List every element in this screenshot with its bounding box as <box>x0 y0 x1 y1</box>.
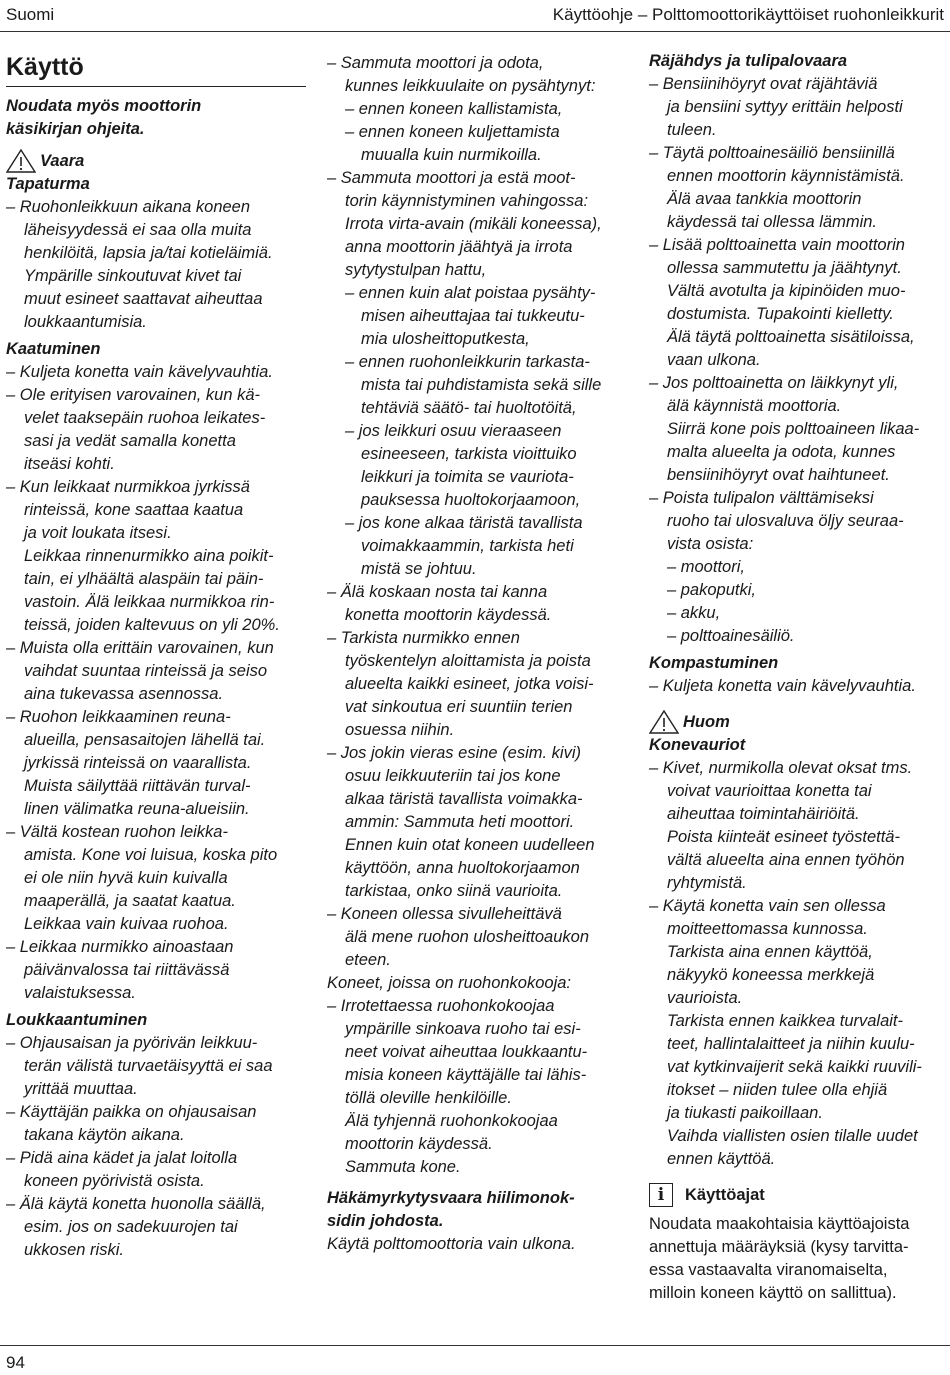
text-line: Tarkista aina ennen käyttöä, <box>667 943 873 961</box>
text-line: voimakkaammin, tarkista heti <box>361 537 574 555</box>
text-line: misen aiheuttajaa tai tukkeutu- <box>361 307 585 325</box>
text-line: – Ruohonleikkuun aikana koneen <box>6 198 251 216</box>
text-line: – Sammuta moottori ja odota, <box>327 54 544 72</box>
text-line: – Käyttäjän paikka on ohjausaisan <box>6 1103 257 1121</box>
text-line: torin käynnistyminen vahingossa: <box>345 192 589 210</box>
text-line: ammin: Sammuta heti moottori. <box>345 813 575 831</box>
text-line: tain, ei ylhäältä alaspäin tai päin- <box>24 570 264 588</box>
text-line: tuleen. <box>667 121 717 139</box>
text-line: Ennen kuin otat koneen uudelleen <box>345 836 595 854</box>
text-line: esineeseen, tarkista vioittuiko <box>361 445 577 463</box>
info-icon: i <box>649 1183 673 1207</box>
text-line: älä mene ruohon ulosheittoaukon <box>345 928 590 946</box>
text-line: alkaa täristä tavallista voimakka- <box>345 790 583 808</box>
text-line: – Käytä konetta vain sen ollessa <box>649 897 886 915</box>
text-line: itseäsi kohti. <box>24 455 115 473</box>
subheading: Loukkaantuminen <box>6 1011 148 1029</box>
text-line: näkyykö koneessa merkkejä <box>667 966 875 984</box>
text-line: – Ruohon leikkaaminen reuna- <box>6 708 231 726</box>
subheading: Räjähdys ja tulipalovaara <box>649 52 848 70</box>
text-line: takana käytön aikana. <box>24 1126 185 1144</box>
intro-line: käsikirjan ohjeita. <box>6 120 145 138</box>
notice-heading <box>649 710 945 734</box>
warning-label: Vaara <box>40 151 85 170</box>
warning-triangle-icon <box>649 710 679 734</box>
subheading: Konevauriot <box>649 736 746 754</box>
text-line: Käytä polttomoottoria vain ulkona. <box>327 1235 576 1253</box>
text-line: työskentelyn aloittamista ja poista <box>345 652 591 670</box>
text-line: yrittää muuttaa. <box>24 1080 138 1098</box>
text-line: tarkistaa, onko siinä vaurioita. <box>345 882 563 900</box>
text-line: malta alueelta ja odota, kunnes <box>667 443 896 461</box>
text-line: ryhtymistä. <box>667 874 747 892</box>
text-line: aina tukevassa asennossa. <box>24 685 224 703</box>
info-label: Käyttöajat <box>685 1185 765 1204</box>
text-line: mistä se johtuu. <box>361 560 477 578</box>
text-line: – ennen kuin alat poistaa pysähty- <box>345 284 596 302</box>
text-line: Älä tyhjennä ruohonkokoojaa <box>345 1112 558 1130</box>
text-line: vaurioista. <box>667 989 743 1007</box>
text-line: – Ohjausaisan ja pyörivän leikkuu- <box>6 1034 258 1052</box>
text-line: – Älä koskaan nosta tai kanna <box>327 583 548 601</box>
header-rule <box>0 31 950 32</box>
subheading: sidin johdosta. <box>327 1212 444 1230</box>
text-line: teet, hallintalaitteet ja niihin kuulu- <box>667 1035 915 1053</box>
text-line: jyrkissä rinteissä on vaarallista. <box>24 754 252 772</box>
text-line: – jos leikkuri osuu vieraaseen <box>345 422 562 440</box>
text-line: vastoin. Älä leikkaa nurmikkoa rin- <box>24 593 275 611</box>
text-line: Vaihda viallisten osien tilalle uudet <box>667 1127 918 1145</box>
text-line: – Bensiinihöyryt ovat räjähtäviä <box>649 75 878 93</box>
text-line: Vältä avotulta ja kipinöiden muo- <box>667 282 906 300</box>
subheading: Kaatuminen <box>6 340 101 358</box>
text-line: päivänvalossa tai riittävässä <box>24 961 230 979</box>
text-line: ei ole niin hyvä kuin kuivalla <box>24 869 228 887</box>
text-line: ruoho tai ulosvaluva öljy seuraa- <box>667 512 904 530</box>
text-line: mia ulosheittoputkesta, <box>361 330 530 348</box>
text-line: koneen pyörivistä osista. <box>24 1172 205 1190</box>
text-line: alueilla, pensasaitojen lähellä tai. <box>24 731 266 749</box>
text-line: eteen. <box>345 951 391 969</box>
text-line: ja bensiini syttyy erittäin helposti <box>667 98 903 116</box>
text-line: Älä avaa tankkia moottorin <box>667 190 862 208</box>
header-title: Käyttöohje – Polttomoottorikäyttöiset ruohonleikkurit <box>552 5 944 24</box>
notice-label: Huom <box>683 712 730 731</box>
text-line: osuessa niihin. <box>345 721 455 739</box>
column-1 <box>6 50 306 1262</box>
text-line: Älä täytä polttoainetta sisätiloissa, <box>667 328 915 346</box>
text-line: käydessä tai ollessa lämmin. <box>667 213 878 231</box>
text-line: – Lisää polttoainetta vain moottorin <box>649 236 905 254</box>
footer-rule <box>0 1345 950 1346</box>
text-line: ennen moottorin käynnistämistä. <box>667 167 905 185</box>
column-3 <box>649 50 945 1305</box>
text-line: neet voivat aiheuttaa loukkaantu- <box>345 1043 588 1061</box>
text-line: muualla kuin nurmikoilla. <box>361 146 542 164</box>
text-line: – Koneen ollessa sivulleheittävä <box>327 905 562 923</box>
text-line: loukkaantumisia. <box>24 313 147 331</box>
subheading: Kompastuminen <box>649 654 779 672</box>
text-line: mista tai puhdistamista sekä sille <box>361 376 602 394</box>
text-line: tehtäviä säätö- tai huoltotöitä, <box>361 399 577 417</box>
text-line: – pakoputki, <box>667 581 756 599</box>
text-line: muut esineet saattavat aiheuttaa <box>24 290 263 308</box>
text-line: vat kytkinvaijerit sekä kaikki ruuvili- <box>667 1058 922 1076</box>
text-line: moitteettomassa kunnossa. <box>667 920 868 938</box>
text-line: – Kuljeta konetta vain kävelyvauhtia. <box>649 677 916 695</box>
text-line: Leikkaa rinnenurmikko aina poikit- <box>24 547 274 565</box>
text-line: misia koneen käyttäjälle tai lähis- <box>345 1066 587 1084</box>
info-heading <box>649 1183 945 1207</box>
text-line: – Irrotettaessa ruohonkokoojaa <box>327 997 555 1015</box>
text-line: annettuja määräyksiä (kysy tarvitta- <box>649 1238 909 1256</box>
text-line: sytytystulpan hattu, <box>345 261 487 279</box>
column-2 <box>327 52 627 1256</box>
text-line: – jos kone alkaa täristä tavallista <box>345 514 583 532</box>
text-line: – Ole erityisen varovainen, kun kä- <box>6 386 261 404</box>
text-line: – ennen ruohonleikkurin tarkasta- <box>345 353 590 371</box>
text-line: – Muista olla erittäin varovainen, kun <box>6 639 274 657</box>
text-line: voivat vaurioittaa konetta tai <box>667 782 872 800</box>
text-line: amista. Kone voi luisua, koska pito <box>24 846 278 864</box>
text-line: – Pidä aina kädet ja jalat loitolla <box>6 1149 238 1167</box>
text-line: – Jos polttoainetta on läikkynyt yli, <box>649 374 899 392</box>
text-line: ympärille sinkoava ruoho tai esi- <box>345 1020 581 1038</box>
text-line: alueelta kaikki esineet, jotka voisi- <box>345 675 594 693</box>
text-line: läheisyydessä ei saa olla muita <box>24 221 252 239</box>
text-line: – ennen koneen kuljettamista <box>345 123 560 141</box>
text-line: Ympärille sinkoutuvat kivet tai <box>24 267 242 285</box>
text-line: henkilöitä, lapsia ja/tai kotieläimiä. <box>24 244 273 262</box>
text-line: – polttoainesäiliö. <box>667 627 795 645</box>
text-line: – Sammuta moottori ja estä moot- <box>327 169 576 187</box>
text-line: maaperällä, ja saatat kaatua. <box>24 892 236 910</box>
text-line: – Kivet, nurmikolla olevat oksat tms. <box>649 759 913 777</box>
text-line: käyttöön, anna huoltokorjaamon <box>345 859 580 877</box>
text-line: pauksessa huoltokorjaamoon, <box>361 491 581 509</box>
subheading: Häkämyrkytysvaara hiilimonok- <box>327 1189 575 1207</box>
text-line: vista osista: <box>667 535 754 553</box>
warning-triangle-icon <box>6 149 36 173</box>
text-line: itokset – niiden tulee olla ehjiä <box>667 1081 888 1099</box>
text-line: Tarkista ennen kaikkea turvalait- <box>667 1012 904 1030</box>
text-line: Sammuta kone. <box>345 1158 461 1176</box>
text-line: – Älä käytä konetta huonolla säällä, <box>6 1195 266 1213</box>
text-line: milloin koneen käyttö on sallittua). <box>649 1284 897 1302</box>
text-line: – Leikkaa nurmikko ainoastaan <box>6 938 234 956</box>
text-line: – Kun leikkaat nurmikkoa jyrkissä <box>6 478 250 496</box>
text-line: dostumista. Tupakointi kielletty. <box>667 305 894 323</box>
text-line: ja voit loukata itsesi. <box>24 524 172 542</box>
text-line: sasi ja vedät samalla konetta <box>24 432 236 450</box>
text-line: – Poista tulipalon välttämiseksi <box>649 489 874 507</box>
text-line: Noudata maakohtaisia käyttöajoista <box>649 1215 910 1233</box>
text-line: anna moottorin jäähtyä ja irrota <box>345 238 573 256</box>
text-line: vaan ulkona. <box>667 351 761 369</box>
text-line: vat sinkoutua eri suuntiin terien <box>345 698 573 716</box>
text-line: leikkuri ja toimita se vauriota- <box>361 468 574 486</box>
text-line: linen välimatka reuna-alueisiin. <box>24 800 250 818</box>
text-line: velet taaksepäin ruohoa leikates- <box>24 409 266 427</box>
text-line: älä käynnistä moottoria. <box>667 397 842 415</box>
text-line: esim. jos on sadekuurojen tai <box>24 1218 238 1236</box>
text-line: ukkosen riski. <box>24 1241 124 1259</box>
text-line: konetta moottorin käydessä. <box>345 606 552 624</box>
text-line: valaistuksessa. <box>24 984 136 1002</box>
text-line: Irrota virta-avain (mikäli koneessa), <box>345 215 602 233</box>
text-line: Siirrä kone pois polttoaineen likaa- <box>667 420 920 438</box>
text-line: – Vältä kostean ruohon leikka- <box>6 823 228 841</box>
text-line: – Jos jokin vieras esine (esim. kivi) <box>327 744 581 762</box>
text-line: vältä alueelta aina ennen työhön <box>667 851 905 869</box>
text-line: Leikkaa vain kuivaa ruohoa. <box>24 915 229 933</box>
text-line: – Täytä polttoainesäiliö bensiinillä <box>649 144 895 162</box>
text-line: ollessa sammutettu ja jäähtynyt. <box>667 259 902 277</box>
text-line: Muista säilyttää riittävän turval- <box>24 777 251 795</box>
text-line: rinteissä, kone saattaa kaatua <box>24 501 244 519</box>
text-line: terän välistä turvaetäisyyttä ei saa <box>24 1057 273 1075</box>
text-line: vaihdat suuntaa rinteissä ja seiso <box>24 662 268 680</box>
text-line: – moottori, <box>667 558 745 576</box>
text-line: – Tarkista nurmikko ennen <box>327 629 520 647</box>
text-line: teissä, joiden kaltevuus on yli 20%. <box>24 616 280 634</box>
header-language: Suomi <box>6 5 55 24</box>
text-line: – Kuljeta konetta vain kävelyvauhtia. <box>6 363 273 381</box>
text-line: moottorin käydessä. <box>345 1135 493 1153</box>
text-line: – akku, <box>667 604 721 622</box>
text-line: kunnes leikkuulaite on pysähtynyt: <box>345 77 596 95</box>
text-line: töllä oleville henkilöille. <box>345 1089 512 1107</box>
text-line: essa vastaavalta viranomaiselta, <box>649 1261 888 1279</box>
text-line: osuu leikkuuteriin tai jos kone <box>345 767 561 785</box>
text-line: Poista kiinteät esineet työstettä- <box>667 828 900 846</box>
page-number: 94 <box>6 1353 25 1372</box>
subheading: Tapaturma <box>6 175 90 193</box>
section-title: Käyttö <box>6 52 306 87</box>
warning-heading <box>6 149 306 173</box>
text-line: ja tiukasti paikoillaan. <box>667 1104 823 1122</box>
text-line: – ennen koneen kallistamista, <box>345 100 563 118</box>
text-line: aiheuttaa toimintahäiriöitä. <box>667 805 860 823</box>
intro-line: Noudata myös moottorin <box>6 97 202 115</box>
text-line: ennen käyttöä. <box>667 1150 776 1168</box>
text-line: Koneet, joissa on ruohonkokooja: <box>327 974 572 992</box>
text-line: bensiinihöyryt ovat haihtuneet. <box>667 466 890 484</box>
